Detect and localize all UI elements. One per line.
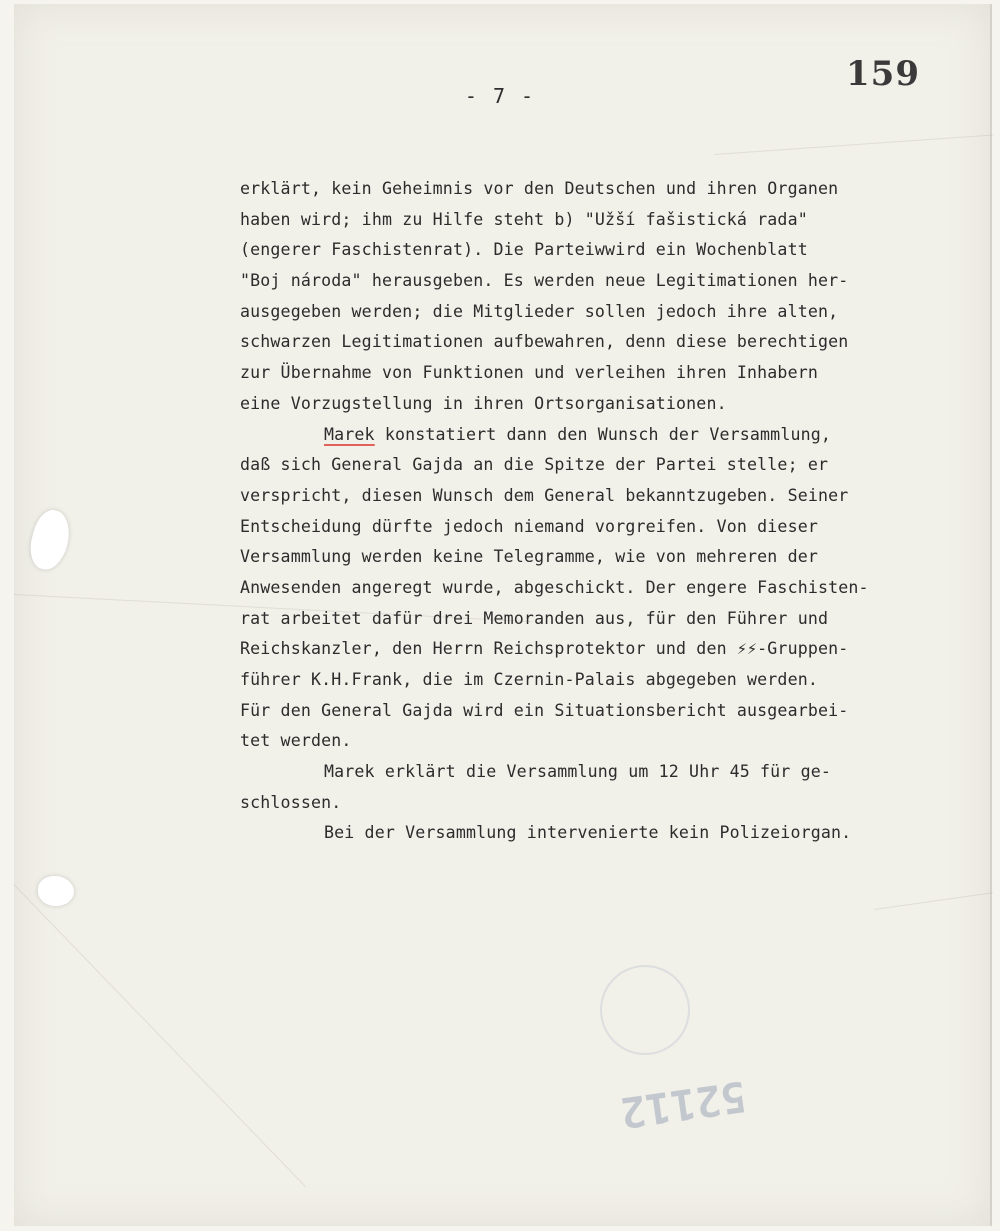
text-line: Für den General Gajda wird ein Situationsbericht ausgearbei- (240, 700, 849, 720)
folio-number: 159 (846, 54, 920, 94)
paper-crease (13, 884, 305, 1187)
text-line: führer K.H.Frank, die im Czernin-Palais abgegeben werden. (240, 670, 818, 689)
text-line: (engerer Faschistenrat). Die Parteiwwird ein Wochenblatt (240, 240, 808, 260)
text-line: "Boj národa" herausgeben. Es werden neue Legitimationen her- (240, 271, 849, 291)
text-line: rat arbeitet dafür drei Memoranden aus, für den Führer und (240, 608, 829, 628)
text-line: Bei der Versammlung intervenierte kein Polizeiorgan. (324, 823, 852, 843)
punch-hole-bottom (38, 876, 74, 906)
paper-crease (874, 892, 993, 910)
text-line: zur Übernahme von Funktionen und verleihen ihren Inhabern (240, 363, 818, 383)
text-line: erklärt, kein Geheimnis vor den Deutschen und ihren Organen (240, 179, 839, 198)
paper-crease (714, 134, 993, 155)
text-line: haben wird; ihm zu Hilfe steht b) "Užší fašistická rada" (240, 209, 808, 229)
text-line: tet werden. (240, 731, 352, 751)
text-line: Entscheidung dürfte jedoch niemand vorgreifen. Von dieser (240, 516, 818, 536)
text-line: Reichskanzler, den Herrn Reichsprotektor und den ⚡⚡-Gruppen- (240, 639, 849, 659)
paragraph-start-line (240, 420, 980, 451)
text-segment: konstatiert dann den Wunsch der Versammlung, (374, 424, 832, 444)
archive-stamp-circle (600, 965, 690, 1055)
text-line: Marek erklärt die Versammlung um 12 Uhr 45 für ge- (324, 762, 832, 782)
page-number: - 7 - (464, 84, 536, 108)
text-line: ausgegeben werden; die Mitglieder sollen jedoch ihre alten, (240, 301, 839, 321)
text-line: schwarzen Legitimationen aufbewahren, denn diese berechtigen (240, 332, 849, 352)
text-line: verspricht, diesen Wunsch dem General bekanntzugeben. Seiner (240, 485, 849, 505)
text-line: Versammlung werden keine Telegramme, wie von mehreren der (240, 547, 818, 567)
text-line: Anwesenden angeregt wurde, abgeschickt. Der engere Faschisten- (240, 577, 869, 597)
archive-stamp-number: 52112 (617, 1071, 750, 1138)
body-text (240, 174, 980, 849)
text-line: daß sich General Gajda an die Spitze der Partei stelle; er (240, 455, 829, 475)
text-line: schlossen. (240, 792, 342, 812)
underlined-name: Marek (324, 424, 375, 444)
text-line: eine Vorzugstellung in ihren Ortsorganisationen. (240, 393, 727, 413)
